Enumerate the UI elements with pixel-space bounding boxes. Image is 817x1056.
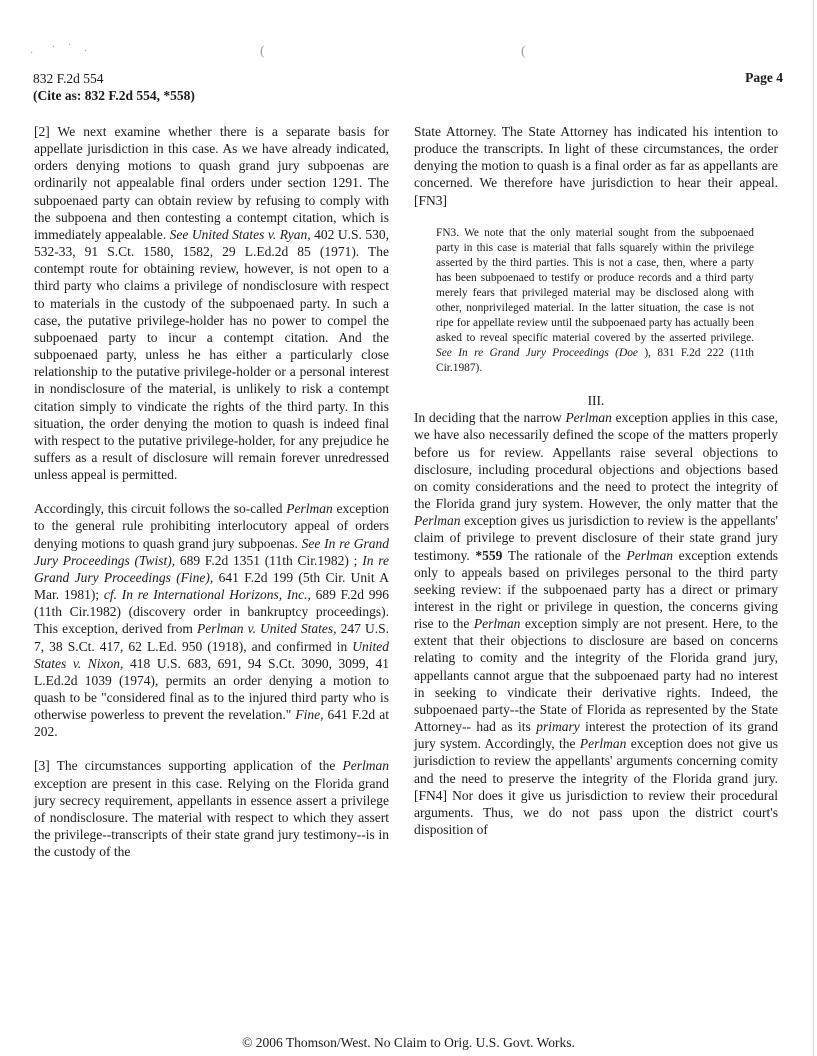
scan-edge <box>813 0 814 1056</box>
italic-citation: Perlman <box>579 736 627 752</box>
scan-speck: · <box>30 48 34 59</box>
paragraph <box>34 500 389 740</box>
text-run: The rationale of the <box>502 547 627 563</box>
text-run: In deciding that the narrow <box>414 410 566 426</box>
italic-citation: See In re Grand Jury Proceedings (Twist), <box>34 535 389 568</box>
paragraph <box>414 409 778 838</box>
italic-citation: Perlman <box>286 501 333 517</box>
text-run: interest the protection of its grand jury system. Accordingly, the <box>414 719 778 752</box>
page-header <box>33 70 783 104</box>
italic-citation: See United States v. Ryan, <box>169 226 311 242</box>
italic-citation: Perlman <box>342 758 389 774</box>
text-run: 689 F.2d 1351 (11th Cir.1982) ; <box>175 552 363 568</box>
text-run: exception does not give us jurisdiction to review the appellants' arguments concerning comity and the need to preserve the integrity of the Florida grand jury. [FN4] Nor does it give us jurisdiction to review their procedural arguments. Thus, we do not pass upon the district court's disposition of <box>414 736 778 837</box>
italic-citation: United States v. Nixon, <box>34 638 389 671</box>
page-number: Page 4 <box>745 70 783 85</box>
text-run: State Attorney. The State Attorney has indicated his intention to produce the transcripts. In light of these circumstances, the order denying the motion to quash is a final order as far as appellants are concerned. We therefore have jurisdiction to hear their appeal. [FN3] <box>414 124 778 208</box>
italic-citation: Perlman <box>473 616 521 632</box>
italic-citation: Perlman <box>565 410 612 426</box>
footnote-fn3 <box>436 226 754 376</box>
text-run: exception extends only to appeals based on privileges personal to the third party seeking review: if the subpoenaed party has a direct or primary interest in the right or privilege in question, the concerns giving rise to the <box>414 547 778 632</box>
citation: 832 F.2d 554 <box>33 71 104 86</box>
scan-speck: · <box>52 42 56 53</box>
italic-citation: Perlman <box>626 547 673 563</box>
left-column <box>34 123 389 860</box>
cite-as: (Cite as: 832 F.2d 554, *558) <box>33 88 195 103</box>
text-run: exception gives us jurisdiction to review is the appellants' claim of privilege to prevent disclosure of their state grand jury testimony. <box>414 513 778 563</box>
page-marker: *559 <box>475 547 503 563</box>
scan-speck: · <box>68 40 72 51</box>
italic-citation: cf. In re International Horizons, Inc., <box>103 587 311 603</box>
italic-citation: In re Grand Jury Proceedings (Fine), <box>34 552 389 585</box>
right-column <box>414 123 778 838</box>
italic-citation: primary <box>536 719 580 735</box>
scan-speck: ( <box>521 44 526 59</box>
text-run: [2] We next examine whether there is a separate basis for appellate jurisdiction in this case. As we have already indicated, orders denying motions to quash grand jury subpoenas are ordinarily not appealable final orders under section 1291. The subpoenaed party can obtain review by refusing to comply with the subpoena and then contesting a contempt citation, which is immediately appealable. <box>34 124 389 242</box>
text-run: exception simply are not present. Here, to the extent that their objections to disclosure are based on concerns relating to comity and the integrity of the Florida grand jury, appellants cannot argue that the subpoenaed party had no interest in seeking to vindicate their derivative rights. Indeed, the subpoenaed party--the State of Florida as represented by the State Attorney-- had as its <box>414 616 778 735</box>
text-run: exception applies in this case, we have also necessarily defined the scope of the matters properly before us for review. Appellants raise several objections to disclosure, including procedural objections and objections based on comity considerations and the need to protect the integrity of the Florida grand jury system. However, the only matter that the <box>414 410 778 512</box>
paragraph <box>414 123 778 209</box>
italic-citation: Perlman <box>414 513 461 529</box>
text-run: [3] The circumstances supporting application of the <box>34 758 343 774</box>
paragraph <box>34 757 389 860</box>
text-run: Accordingly, this circuit follows the so-called <box>34 501 287 517</box>
scan-speck: · <box>84 46 88 57</box>
footer-copyright: © 2006 Thomson/West. No Claim to Orig. U.S. Govt. Works. <box>242 1035 575 1050</box>
text-run: 402 U.S. 530, 532-33, 91 S.Ct. 1580, 1582, 29 L.Ed.2d 85 (1971). The contempt route for obtaining review, however, is not open to a third party who claims a privilege of nondisclosure with respect to materials in the custody of the subpoenaed party. In such a case, the putative privilege-holder has no power to compel the subpoenaed party to incur a contempt citation. And the subpoenaed party, unless he has either a particularly close relationship to the putative privilege-holder or a personal interest in nondisclosure of the material, is unlikely to risk a contempt citation simply to vindicate the rights of the third party. In this situation, the order denying the motion to quash is indeed final with respect to the putative privilege-holder, for any prejudice he suffers as a result of disclosure will remain forever unredressed unless appeal is permitted. <box>34 226 389 483</box>
text-run: exception to the general rule prohibiting interlocutory appeal of orders denying motions to quash grand jury subpoenas. <box>34 501 390 551</box>
text-run: 689 F.2d 996 (11th Cir.1982) (discovery order in bankruptcy proceedings). This exception, derived from <box>34 587 389 637</box>
italic-citation: Perlman v. United States, <box>197 621 337 637</box>
text-run: 641 F.2d at 202. <box>34 707 390 740</box>
section-heading: III. <box>587 393 605 409</box>
scan-speck: ( <box>260 44 265 59</box>
text-run: 247 U.S. 7, 38 S.Ct. 417, 62 L.Ed. 950 (1918), and confirmed in <box>34 621 389 654</box>
text-run: FN3. We note that the only material sought from the subpoenaed party in this case is material that falls squarely within the privilege asserted by the third parties. This is not a case, then, where a party has been subpoenaed to testify or produce records and a third party merely fears that privileged material may be disclosed along with other, nonprivileged material. In the latter situation, the case is not ripe for appellate review until the subpoenaed party has actually been asked to reveal specific material covered by the asserted privilege. <box>436 226 754 345</box>
text-run: 418 U.S. 683, 691, 94 S.Ct. 3090, 3099, 41 L.Ed.2d 1039 (1974), permits an order denying a motion to quash to be "considered final as to the injured third party who is otherwise powerless to prevent the revelation." <box>34 655 389 723</box>
italic-citation: Fine, <box>295 707 324 723</box>
italic-citation: See In re Grand Jury Proceedings (Doe <box>436 347 638 360</box>
text-run: exception are present in this case. Relying on the Florida grand jury secrecy requirement, appellants in essence assert a privilege of nondisclosure. The material with respect to which they assert the privilege--transcripts of their state grand jury testimony--is in the custody of the <box>34 775 389 860</box>
text-run: 641 F.2d 199 (5th Cir. Unit A Mar. 1981); <box>34 569 389 603</box>
text-run: ), 831 F.2d 222 (11th Cir.1987). <box>436 347 754 375</box>
paragraph <box>34 123 389 483</box>
